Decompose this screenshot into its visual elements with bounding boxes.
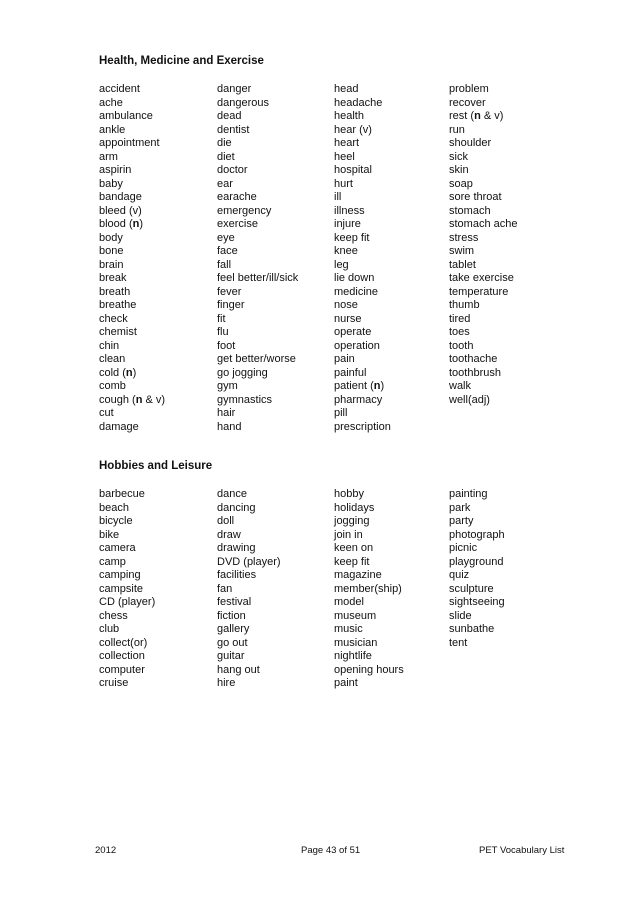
vocabulary-word: barbecue	[99, 488, 145, 500]
vocabulary-word: exercise	[217, 218, 258, 230]
vocabulary-word: festival	[217, 596, 252, 608]
vocabulary-word: prescription	[334, 420, 391, 433]
vocabulary-word: lie down	[334, 272, 375, 284]
vocabulary-word: hire	[217, 677, 236, 689]
vocabulary-word: brain	[99, 258, 124, 271]
vocabulary-word: painting	[449, 488, 488, 500]
hobbies-word-column-4	[449, 488, 505, 650]
vocabulary-word: danger	[217, 83, 252, 95]
vocabulary-word: walk	[449, 380, 472, 392]
vocabulary-word: doctor	[217, 164, 248, 176]
health-word-column-2	[217, 83, 298, 434]
vocabulary-word: tablet	[449, 258, 476, 271]
vocabulary-word: bleed (v)	[99, 204, 142, 217]
vocabulary-word: hang out	[217, 663, 260, 676]
vocabulary-word: breathe	[99, 299, 137, 311]
vocabulary-word: patient (n)	[334, 380, 385, 392]
hobbies-word-column-2	[217, 488, 281, 691]
vocabulary-word: finger	[217, 299, 245, 311]
vocabulary-word: temperature	[449, 285, 509, 298]
vocabulary-word: gymnastics	[217, 393, 273, 406]
vocabulary-word: chin	[99, 339, 120, 352]
vocabulary-word: slide	[449, 609, 472, 622]
vocabulary-word: chemist	[99, 326, 137, 338]
vocabulary-word: thumb	[449, 299, 480, 311]
vocabulary-word: pain	[334, 353, 355, 365]
vocabulary-word: collection	[99, 650, 145, 662]
vocabulary-word: injure	[334, 218, 361, 230]
vocabulary-word: cruise	[99, 677, 129, 689]
vocabulary-word: accident	[99, 83, 140, 95]
vocabulary-word: diet	[217, 150, 235, 163]
vocabulary-word: breath	[99, 285, 131, 298]
vocabulary-word: soap	[449, 177, 473, 190]
vocabulary-word: playground	[449, 555, 504, 568]
hobbies-word-column-3	[334, 488, 404, 691]
vocabulary-word: facilities	[217, 569, 257, 581]
vocabulary-word: run	[449, 123, 465, 136]
vocabulary-word: appointment	[99, 137, 160, 149]
health-word-column-4	[449, 83, 517, 407]
vocabulary-word: dentist	[217, 123, 250, 136]
vocabulary-word: skin	[449, 164, 469, 176]
vocabulary-word: tired	[449, 312, 471, 325]
footer-year: 2012	[95, 845, 117, 856]
vocabulary-word: campsite	[99, 582, 144, 595]
vocabulary-word: hurt	[334, 177, 353, 190]
vocabulary-word: bone	[99, 245, 124, 257]
vocabulary-word: go jogging	[217, 366, 268, 379]
vocabulary-word: collect(or)	[99, 636, 148, 649]
vocabulary-word: doll	[217, 515, 235, 527]
vocabulary-word: leg	[334, 258, 349, 271]
vocabulary-word: magazine	[334, 569, 382, 581]
vocabulary-word: music	[334, 623, 363, 635]
vocabulary-word: stomach ache	[449, 218, 518, 230]
vocabulary-word: keep fit	[334, 231, 370, 244]
section-title-health: Health, Medicine and Exercise	[99, 55, 264, 67]
vocabulary-word: toothbrush	[449, 366, 501, 379]
vocabulary-word: die	[217, 137, 232, 149]
vocabulary-word: opening hours	[334, 663, 404, 676]
vocabulary-word: sculpture	[449, 582, 494, 595]
vocabulary-word: ankle	[99, 123, 126, 136]
vocabulary-word: comb	[99, 380, 126, 392]
vocabulary-word: aspirin	[99, 164, 132, 176]
vocabulary-word: cut	[99, 407, 114, 419]
vocabulary-word: hair	[217, 407, 236, 419]
vocabulary-word: member(ship)	[334, 582, 402, 595]
vocabulary-word: tooth	[449, 339, 474, 352]
vocabulary-word: CD (player)	[99, 596, 156, 608]
vocabulary-word: knee	[334, 245, 358, 257]
vocabulary-word: face	[217, 245, 238, 257]
vocabulary-word: party	[449, 515, 474, 527]
vocabulary-word: ambulance	[99, 110, 153, 122]
vocabulary-word: body	[99, 231, 123, 244]
vocabulary-word: sore throat	[449, 191, 502, 203]
vocabulary-word: hand	[217, 420, 242, 433]
vocabulary-word: recover	[449, 96, 486, 109]
vocabulary-word: nurse	[334, 312, 362, 325]
vocabulary-word: arm	[99, 150, 118, 163]
vocabulary-word: model	[334, 596, 364, 608]
vocabulary-word: dance	[217, 488, 247, 500]
vocabulary-word: health	[334, 110, 364, 122]
vocabulary-word: computer	[99, 663, 145, 676]
vocabulary-word: break	[99, 272, 127, 284]
vocabulary-word: quiz	[449, 569, 470, 581]
hobbies-word-column-1	[99, 488, 155, 691]
vocabulary-word: blood (n)	[99, 218, 144, 230]
vocabulary-word: ache	[99, 96, 123, 109]
vocabulary-word: museum	[334, 609, 377, 622]
vocabulary-word: fever	[217, 285, 242, 298]
vocabulary-word: ill	[334, 191, 342, 203]
vocabulary-word: park	[449, 501, 471, 514]
vocabulary-word: DVD (player)	[217, 555, 281, 568]
vocabulary-word: nightlife	[334, 650, 372, 662]
vocabulary-word: bike	[99, 528, 120, 541]
vocabulary-word: guitar	[217, 650, 245, 662]
vocabulary-word: chess	[99, 609, 128, 622]
vocabulary-word: cold (n)	[99, 366, 137, 379]
vocabulary-word: sick	[449, 150, 468, 163]
section-title-hobbies: Hobbies and Leisure	[99, 460, 213, 472]
vocabulary-word: eye	[217, 231, 235, 244]
vocabulary-word: pill	[334, 407, 348, 419]
vocabulary-word: bandage	[99, 191, 142, 203]
vocabulary-word: fan	[217, 582, 233, 595]
vocabulary-word: illness	[334, 204, 365, 217]
vocabulary-word: head	[334, 83, 359, 95]
vocabulary-word: musician	[334, 636, 378, 649]
vocabulary-word: paint	[334, 677, 358, 689]
vocabulary-word: nose	[334, 299, 358, 311]
vocabulary-word: rest (n & v)	[449, 110, 504, 122]
vocabulary-word: hobby	[334, 488, 364, 500]
vocabulary-word: fit	[217, 312, 226, 325]
vocabulary-word: keen on	[334, 542, 374, 554]
vocabulary-word: well(adj)	[449, 393, 490, 406]
vocabulary-word: check	[99, 312, 128, 325]
vocabulary-word: stress	[449, 231, 479, 244]
vocabulary-word: camp	[99, 555, 126, 568]
vocabulary-word: earache	[217, 191, 257, 203]
vocabulary-word: beach	[99, 501, 129, 514]
vocabulary-word: stomach	[449, 204, 491, 217]
vocabulary-word: feel better/ill/sick	[217, 272, 299, 284]
footer-document-title: PET Vocabulary List	[479, 845, 565, 856]
vocabulary-word: club	[99, 623, 120, 635]
vocabulary-word: swim	[449, 245, 475, 257]
vocabulary-word: toes	[449, 326, 470, 338]
vocabulary-word: operate	[334, 326, 372, 338]
vocabulary-word: shoulder	[449, 137, 492, 149]
vocabulary-word: gallery	[217, 623, 250, 635]
vocabulary-word: get better/worse	[217, 353, 296, 365]
footer-page-number: Page 43 of 51	[301, 845, 361, 856]
vocabulary-word: sunbathe	[449, 623, 495, 635]
vocabulary-word: tent	[449, 636, 468, 649]
vocabulary-word: sightseeing	[449, 596, 505, 608]
vocabulary-word: dancing	[217, 501, 256, 514]
vocabulary-word: emergency	[217, 204, 272, 217]
vocabulary-word: fall	[217, 258, 232, 271]
vocabulary-word: hear (v)	[334, 123, 372, 136]
vocabulary-word: baby	[99, 177, 123, 190]
vocabulary-word: cough (n & v)	[99, 393, 166, 406]
vocabulary-word: keep fit	[334, 555, 370, 568]
vocabulary-word: camping	[99, 569, 141, 581]
vocabulary-word: heart	[334, 137, 360, 149]
vocabulary-word: foot	[217, 339, 236, 352]
vocabulary-word: medicine	[334, 285, 379, 298]
vocabulary-word: go out	[217, 636, 248, 649]
vocabulary-word: fiction	[217, 609, 246, 622]
vocabulary-word: ear	[217, 177, 233, 190]
vocabulary-word: headache	[334, 96, 383, 109]
vocabulary-word: damage	[99, 420, 139, 433]
vocabulary-word: operation	[334, 339, 380, 352]
vocabulary-word: flu	[217, 326, 229, 338]
vocabulary-word: gym	[217, 380, 238, 392]
vocabulary-word: jogging	[334, 515, 370, 527]
vocabulary-word: dead	[217, 110, 242, 122]
vocabulary-word: take exercise	[449, 272, 514, 284]
vocabulary-word: picnic	[449, 542, 478, 554]
vocabulary-word: painful	[334, 366, 367, 379]
vocabulary-word: dangerous	[217, 96, 269, 109]
vocabulary-word: camera	[99, 542, 136, 554]
vocabulary-word: problem	[449, 83, 489, 95]
vocabulary-word: holidays	[334, 501, 375, 514]
vocabulary-word: hospital	[334, 164, 372, 176]
health-word-column-3	[334, 83, 391, 434]
vocabulary-word: bicycle	[99, 515, 133, 527]
health-word-column-1	[99, 83, 165, 434]
vocabulary-word: drawing	[217, 542, 256, 554]
vocabulary-word: pharmacy	[334, 393, 383, 406]
vocabulary-word: clean	[99, 353, 126, 365]
vocabulary-word: toothache	[449, 353, 498, 365]
vocabulary-word: heel	[334, 150, 355, 163]
vocabulary-word: photograph	[449, 528, 505, 541]
vocabulary-word: join in	[334, 528, 363, 541]
vocabulary-word: draw	[217, 528, 241, 541]
